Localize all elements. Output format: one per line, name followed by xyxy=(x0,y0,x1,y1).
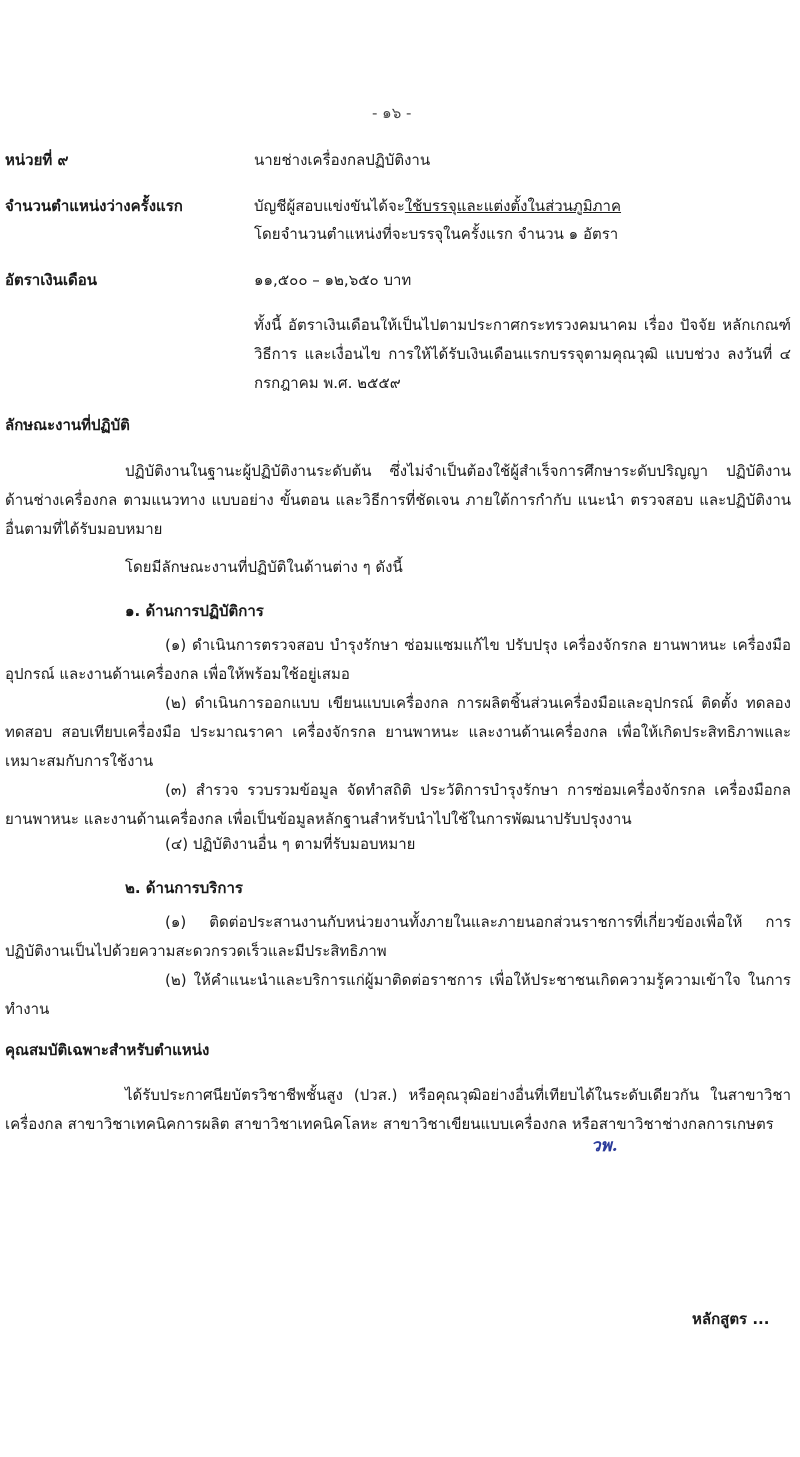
vacancy-label: จำนวนตำแหน่งว่างครั้งแรก xyxy=(5,197,183,215)
salary-label: อัตราเงินเดือน xyxy=(5,271,98,289)
continuation-footer: หลักสูตร ... xyxy=(692,1310,770,1328)
services-item-2: (๒) ให้คำแนะนำและบริการแก่ผู้มาติดต่อราชการ เพื่อให้ประชาชนเกิดความรู้ความเข้าใจ ในการทำงาน xyxy=(5,971,791,1018)
qualifications-heading: คุณสมบัติเฉพาะสำหรับตำแหน่ง xyxy=(5,1041,210,1059)
vacancy-line1-underlined: ใช้บรรจุและแต่งตั้งในส่วนภูมิภาค xyxy=(404,197,622,215)
operations-item-2: (๒) ดำเนินการออกแบบ เขียนแบบเครื่องกล การผลิตชิ้นส่วนเครื่องมือและอุปกรณ์ ติดตั้ง ทดลอง ทดสอบ สอบเทียบเครื่องมือ ประมาณราคา เครื่องจักรกล ยานพาหนะ และงานด้านเครื่องกล เพื่อให้เกิดประสิทธิภาพและเหมาะสมกับการใช้งาน xyxy=(5,694,791,770)
job-intro: ปฏิบัติงานในฐานะผู้ปฏิบัติงานระดับต้น ซึ่งไม่จำเป็นต้องใช้ผู้สำเร็จการศึกษาระดับปริญญา ปฏิบัติงานด้านช่างเครื่องกล ตามแนวทาง แบบอย่าง ขั้นตอน และวิธีการที่ชัดเจน ภายใต้การกำกับ แนะนำ ตรวจสอบ และปฏิบัติงานอื่นตามที่ได้รับมอบหมาย xyxy=(5,462,791,538)
operations-heading: ๑. ด้านการปฏิบัติการ xyxy=(125,602,264,620)
unit-value: นายช่างเครื่องกลปฏิบัติงาน xyxy=(254,151,431,169)
operations-item-3: (๓) สำรวจ รวบรวมข้อมูล จัดทำสถิติ ประวัติการบำรุงรักษา การซ่อมเครื่องจักรกล เครื่องมือกล ยานพาหนะ และงานด้านเครื่องกล เพื่อเป็นข้อมูลหลักฐานสำหรับนำไปใช้ในการพัฒนาปรับปรุงงาน xyxy=(5,781,791,828)
salary-note: ทั้งนี้ อัตราเงินเดือนให้เป็นไปตามประกาศกระทรวงคมนาคม เรื่อง ปัจจัย หลักเกณฑ์ วิธีการ และเงื่อนไข การให้ได้รับเงินเดือนแรกบรรจุตามคุณวุฒิ แบบช่วง ลงวันที่ ๔ กรกฎาคม พ.ศ. ๒๕๕๙ xyxy=(254,316,791,392)
handwritten-initials: วพ. xyxy=(591,1136,618,1156)
salary-range: ๑๑,๕๐๐ – ๑๒,๖๕๐ บาท xyxy=(254,271,412,289)
job-lead: โดยมีลักษณะงานที่ปฏิบัติในด้านต่าง ๆ ดังนี้ xyxy=(125,558,403,576)
qualifications-body: ได้รับประกาศนียบัตรวิชาชีพชั้นสูง (ปวส.) หรือคุณวุฒิอย่างอื่นที่เทียบได้ในระดับเดียวกัน ในสาขาวิชาเครื่องกล สาขาวิชาเทคนิคการผลิต สาขาวิชาเทคนิคโลหะ สาขาวิชาเขียนแบบเครื่องกล หรือสาขาวิชาช่างกลการเกษตร xyxy=(5,1086,791,1133)
unit-label: หน่วยที่ ๙ xyxy=(5,151,69,169)
services-item-1: (๑) ติดต่อประสานงานกับหน่วยงานทั้งภายในและภายนอกส่วนราชการที่เกี่ยวข้องเพื่อให้ การปฏิบัติงานเป็นไปด้วยความสะดวกรวดเร็วและมีประสิทธิภาพ xyxy=(5,913,791,960)
services-heading: ๒. ด้านการบริการ xyxy=(125,879,243,897)
job-section-heading: ลักษณะงานที่ปฏิบัติ xyxy=(5,416,130,434)
vacancy-line1-prefix: บัญชีผู้สอบแข่งขันได้จะ xyxy=(254,197,405,215)
vacancy-line1 xyxy=(254,196,621,216)
vacancy-line2: โดยจำนวนตำแหน่งที่จะบรรจุในครั้งแรก จำนวน ๑ อัตรา xyxy=(254,225,619,243)
operations-item-1: (๑) ดำเนินการตรวจสอบ บำรุงรักษา ซ่อมแซมแก้ไข ปรับปรุง เครื่องจักรกล ยานพาหนะ เครื่องมือ อุปกรณ์ และงานด้านเครื่องกล เพื่อให้พร้อมใช้อยู่เสมอ xyxy=(5,636,791,683)
page-number: - ๑๖ - xyxy=(372,104,412,122)
operations-item-4: (๔) ปฏิบัติงานอื่น ๆ ตามที่รับมอบหมาย xyxy=(165,835,416,853)
